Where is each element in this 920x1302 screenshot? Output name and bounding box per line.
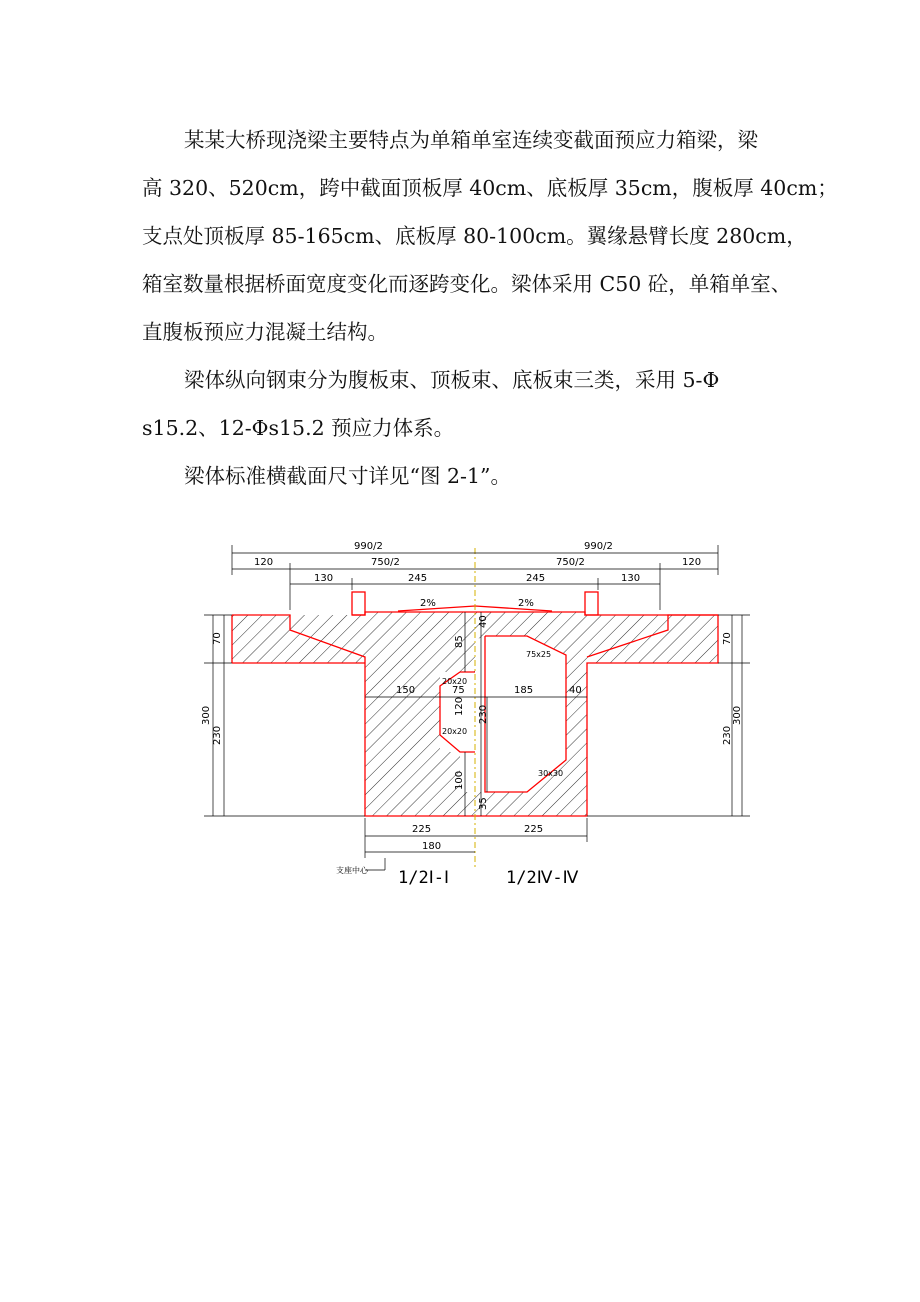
text-line: 梁体纵向钢束分为腹板束、顶板束、底板束三类，采用 5-Φ xyxy=(184,368,720,392)
text-line: 某某大桥现浇梁主要特点为单箱单室连续变截面预应力箱梁，梁 xyxy=(184,128,758,152)
dim-label: 75 xyxy=(452,685,465,696)
dim-label: 230 xyxy=(212,725,223,745)
caption-left: 1/2Ⅰ-Ⅰ xyxy=(398,868,449,888)
dim-label: 990/2 xyxy=(354,541,383,552)
dim-label: 70 xyxy=(722,632,733,645)
dim-label: 230 xyxy=(478,704,489,724)
dim-label: 150 xyxy=(396,685,416,696)
dim-label: 120 xyxy=(254,557,274,568)
text-line: 梁体标准横截面尺寸详见“图 2-1”。 xyxy=(184,464,511,488)
chamfer-label: 20x20 xyxy=(442,727,468,736)
right-half-section xyxy=(475,612,718,816)
dim-label: 225 xyxy=(524,824,544,835)
text-line: 直腹板预应力混凝土结构。 xyxy=(142,320,388,344)
text-line: 支点处顶板厚 85-165cm、底板厚 80-100cm。翼缘悬臂长度 280cm， xyxy=(142,224,807,248)
dim-label: 40 xyxy=(478,615,489,628)
dim-label: 300 xyxy=(201,705,212,725)
dim-label: 245 xyxy=(526,573,546,584)
left-half-section xyxy=(232,612,475,816)
dim-label: 70 xyxy=(212,632,223,645)
dim-label: 130 xyxy=(314,573,334,584)
chamfer-label: 75x25 xyxy=(526,650,552,659)
dim-label: 85 xyxy=(454,635,465,648)
dim-label: 40 xyxy=(569,685,582,696)
chamfer-label: 30x30 xyxy=(538,769,564,778)
dim-label: 130 xyxy=(621,573,641,584)
paragraph-2 xyxy=(142,356,782,452)
dimension-lines xyxy=(204,545,750,870)
dim-label: 180 xyxy=(422,841,442,852)
dim-label: 35 xyxy=(478,797,489,810)
paragraph-1 xyxy=(142,116,838,356)
slope-label: 2% xyxy=(420,598,436,609)
dim-label: 225 xyxy=(412,824,432,835)
dim-label: 120 xyxy=(682,557,702,568)
dim-label: 245 xyxy=(408,573,428,584)
dim-label: 230 xyxy=(722,725,733,745)
dim-label: 185 xyxy=(514,685,534,696)
text-line: s15.2、12-Φs15.2 预应力体系。 xyxy=(142,416,455,440)
support-center-label: 支座中心 xyxy=(336,866,368,875)
slope-label: 2% xyxy=(518,598,534,609)
dim-label: 750/2 xyxy=(556,557,585,568)
dim-label: 990/2 xyxy=(584,541,613,552)
paragraph-3 xyxy=(142,452,782,500)
dim-label: 120 xyxy=(454,696,465,716)
dim-label: 100 xyxy=(454,770,465,790)
text-line: 箱室数量根据桥面宽度变化而逐跨变化。梁体采用 C50 砼，单箱单室、 xyxy=(142,272,792,296)
chamfer-label: 20x20 xyxy=(442,677,468,686)
dim-label: 300 xyxy=(732,705,743,725)
caption-right: 1/2Ⅳ-Ⅳ xyxy=(506,868,579,888)
text-line: 高 320、520cm，跨中截面顶板厚 40cm、底板厚 35cm，腹板厚 40cm； xyxy=(142,176,838,200)
box-girder-cross-section-figure xyxy=(0,520,920,900)
dim-label: 750/2 xyxy=(371,557,400,568)
